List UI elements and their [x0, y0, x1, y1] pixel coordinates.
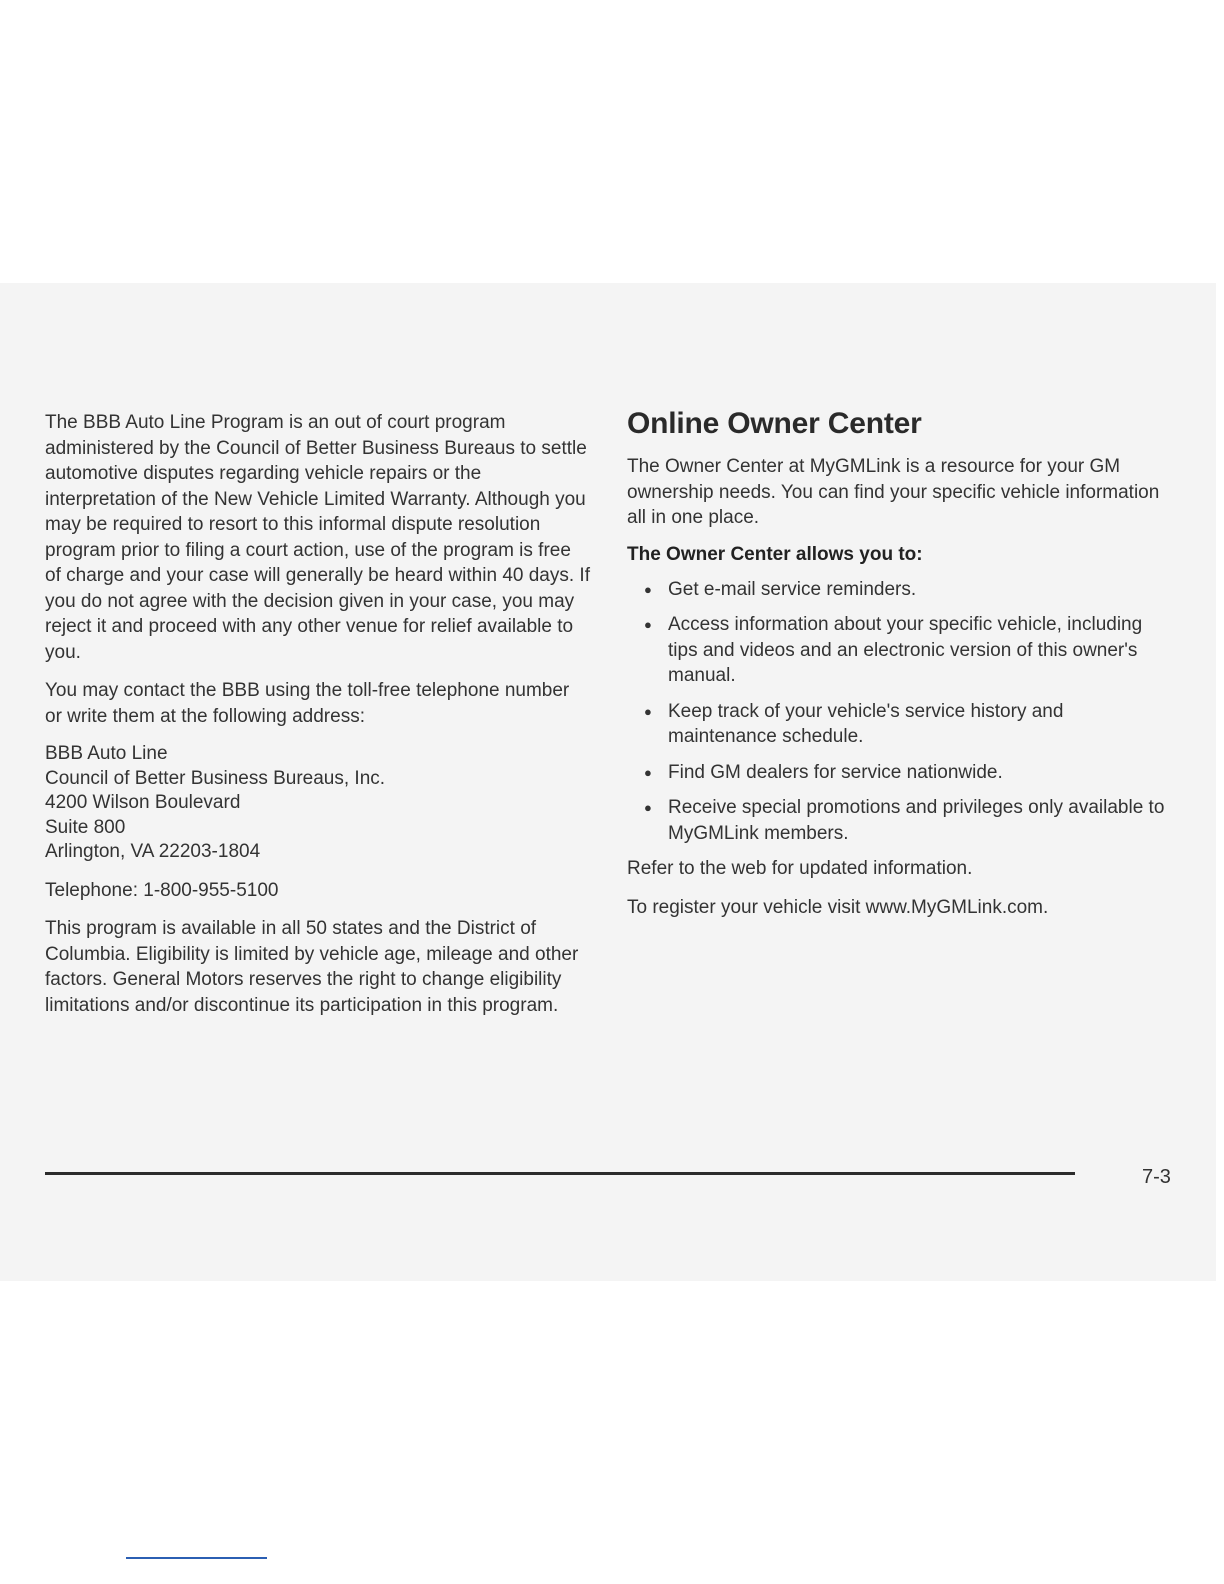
list-item [627, 612, 1177, 689]
section-heading: Online Owner Center [627, 407, 922, 440]
owner-center-features-list [627, 577, 1177, 847]
list-item-text: Get e-mail service reminders. [668, 578, 917, 600]
address-line: Arlington, VA 22203-1804 [45, 841, 261, 862]
address-line: BBB Auto Line [45, 743, 168, 764]
bbb-contact-paragraph: You may contact the BBB using the toll-free telephone number or write them at the following address: [45, 680, 570, 727]
address-line: Council of Better Business Bureaus, Inc. [45, 767, 386, 789]
right-column [627, 404, 1177, 920]
bullet-icon: ● [644, 703, 652, 719]
bullet-icon: ● [644, 581, 652, 597]
list-item-text: Receive special promotions and privileges only available to MyGMLink members. [668, 797, 1165, 844]
left-column [45, 410, 590, 1018]
address-line: Suite 800 [45, 816, 126, 838]
list-item [627, 795, 1177, 846]
refer-web-text: Refer to the web for updated information. [627, 858, 973, 879]
page-number: 7-3 [1142, 1166, 1171, 1188]
owner-center-subheading: The Owner Center allows you to: [627, 543, 923, 565]
list-item-text: Find GM dealers for service nationwide. [668, 761, 1003, 783]
owner-center-intro: The Owner Center at MyGMLink is a resource for your GM ownership needs. You can find your specific vehicle information all in one place. [627, 456, 1160, 528]
bbb-address-block [45, 742, 590, 865]
footer-rule [45, 1172, 1075, 1175]
list-item-text: Keep track of your vehicle's service history and maintenance schedule. [668, 700, 1064, 747]
bullet-icon: ● [644, 617, 652, 632]
list-item [627, 577, 1177, 603]
bullet-icon: ● [644, 800, 652, 815]
footer-link-underline [126, 1557, 267, 1559]
list-item [627, 699, 1177, 750]
bbb-availability-paragraph: This program is available in all 50 states and the District of Columbia. Eligibility is limited by vehicle age, mileage and other factors. General Motors reserves the right to change eligibility limitations and/or discontinue its participation in this program. [45, 918, 579, 1016]
list-item-text: Access information about your specific vehicle, including tips and videos and an electronic version of this owner's manual. [668, 614, 1143, 686]
bbb-telephone: Telephone: 1-800-955-5100 [45, 879, 279, 901]
bullet-icon: ● [644, 764, 652, 780]
list-item [627, 760, 1177, 786]
register-vehicle-text: To register your vehicle visit www.MyGMLink.com. [627, 896, 1049, 918]
address-line: 4200 Wilson Boulevard [45, 792, 241, 813]
bbb-intro-paragraph: The BBB Auto Line Program is an out of court program administered by the Council of Better Business Bureaus to settle automotive disputes regarding vehicle repairs or the interpretation of the New Vehicle Limited Warranty. Although you may be required to resort to this informal dispute resolution program prior to filing a court action, use of the program is free of charge and your case will generally be heard within 40 days. If you do not agree with the decision given in your case, you may reject it and proceed with any other venue for relief available to you. [45, 412, 590, 663]
